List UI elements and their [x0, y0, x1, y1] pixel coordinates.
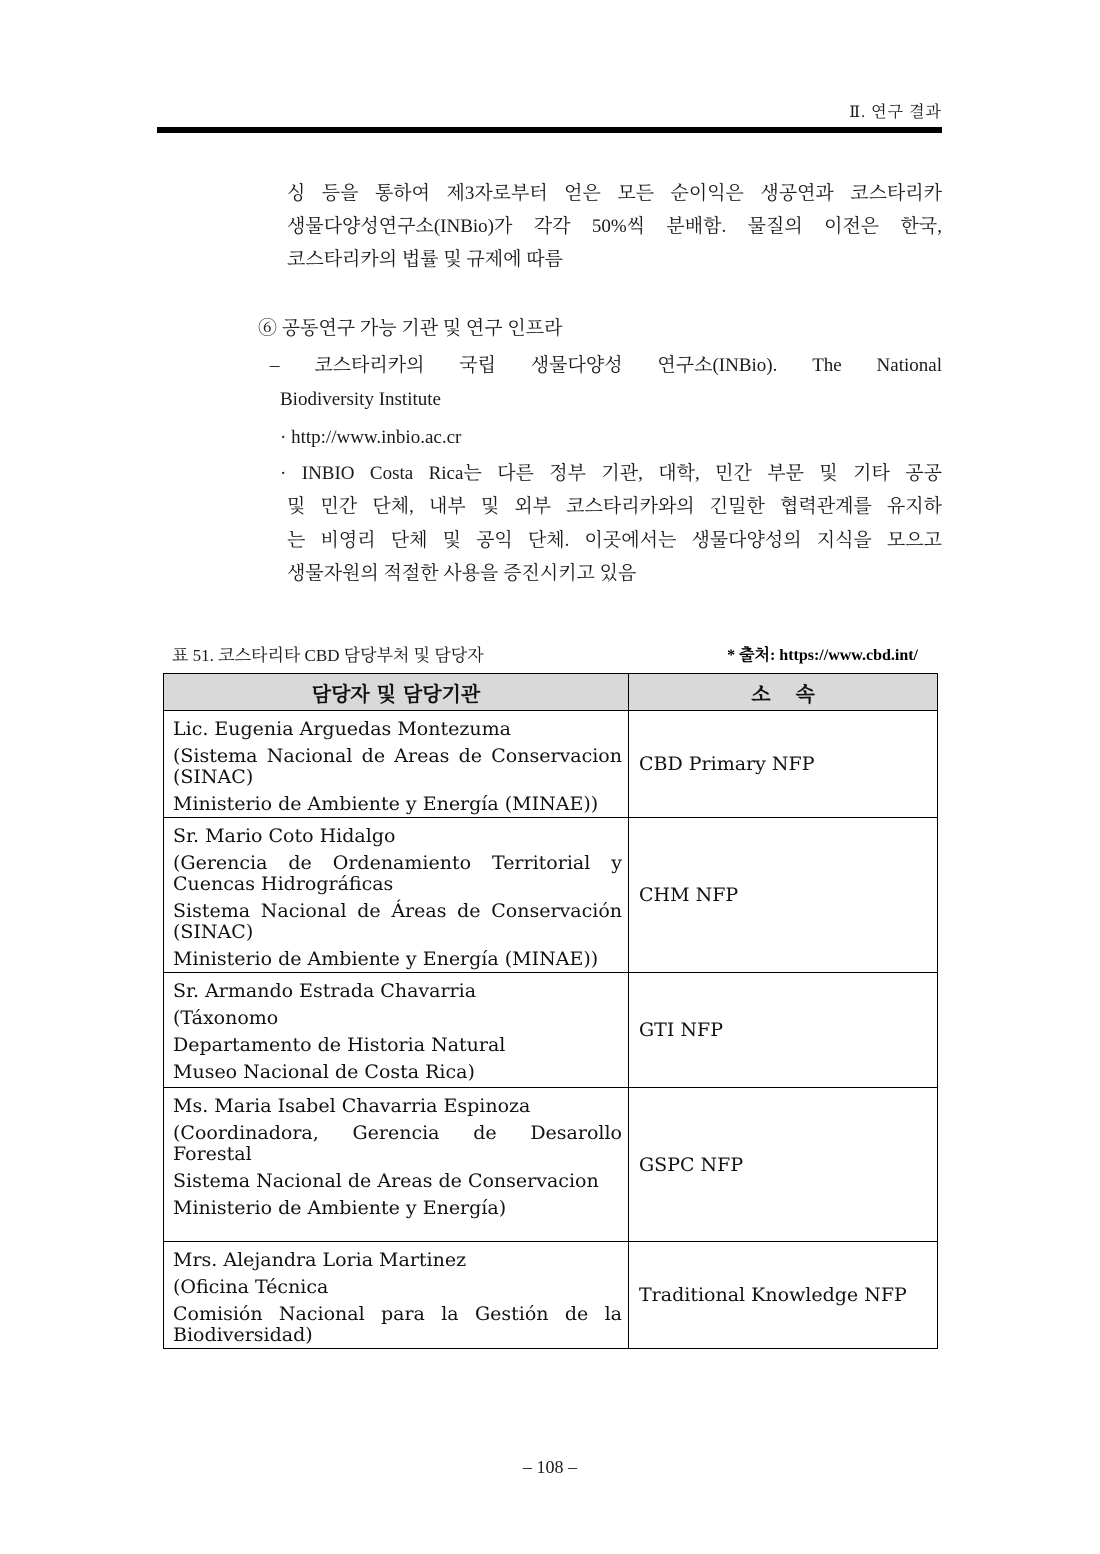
contact-line: Sistema Nacional de Areas de Conservacion	[173, 1170, 599, 1192]
contact-line: Ministerio de Ambiente y Energía (MINAE))	[173, 793, 599, 815]
text-line: Biodiversity Institute	[280, 389, 441, 410]
contact-line: (Gerencia de Ordenamiento Territorial y Cuencas Hidrográficas	[173, 852, 622, 895]
column-header-affiliation: 소 속	[629, 674, 938, 711]
contact-line: Lic. Eugenia Arguedas Montezuma	[173, 718, 511, 740]
contact-line: (Táxonomo	[173, 1007, 279, 1029]
text-line: · INBIO Costa Rica는 다른 정부 기관, 대학, 민간 부문 및 기타 공공	[280, 463, 942, 484]
description-item	[280, 457, 942, 590]
contact-line: Sr. Armando Estrada Chavarria	[173, 980, 477, 1002]
contact-line: Ms. Maria Isabel Chavarria Espinoza	[173, 1095, 531, 1117]
role-cell: CHM NFP	[629, 818, 938, 973]
url-item: · http://www.inbio.ac.cr	[280, 427, 462, 448]
contact-line: Sr. Mario Coto Hidalgo	[173, 825, 396, 847]
contact-line: Ministerio de Ambiente y Energía (MINAE))	[173, 948, 599, 970]
text-line: 생물자원의 적절한 사용을 증진시키고 있음	[287, 562, 637, 584]
running-header: Ⅱ. 연구 결과	[849, 104, 942, 121]
section-heading: ⑥ 공동연구 가능 기관 및 연구 인프라	[258, 318, 563, 339]
table-row	[164, 1242, 938, 1349]
text-line: 코스타리카의 법률 및 규제에 따름	[287, 249, 563, 270]
contacts-table	[163, 673, 938, 1349]
contact-line: Mrs. Alejandra Loria Martinez	[173, 1249, 467, 1271]
contact-line: Ministerio de Ambiente y Energía)	[173, 1197, 507, 1219]
paragraph-profit-sharing	[287, 177, 942, 276]
role-cell: Traditional Knowledge NFP	[629, 1242, 938, 1349]
table-row	[164, 818, 938, 973]
contact-cell	[164, 1088, 629, 1242]
contact-line: (Coordinadora, Gerencia de Desarollo Forestal	[173, 1122, 622, 1165]
role-cell: CBD Primary NFP	[629, 711, 938, 818]
table-header-row	[164, 674, 938, 711]
table-row	[164, 973, 938, 1088]
column-header-contact: 담당자 및 담당기관	[164, 674, 629, 711]
table-row	[164, 1088, 938, 1242]
contact-line: Comisión Nacional para la Gestión de la Biodiversidad)	[173, 1303, 622, 1346]
header-rule	[157, 127, 942, 133]
text-line: – 코스타리카의 국립 생물다양성 연구소(INBio). The National	[270, 355, 942, 376]
contact-line: (Oficina Técnica	[173, 1276, 329, 1298]
institution-item	[270, 349, 942, 417]
contact-cell	[164, 1242, 629, 1349]
contact-line: Departamento de Historia Natural	[173, 1034, 506, 1056]
contact-cell	[164, 973, 629, 1088]
contact-line: Sistema Nacional de Áreas de Conservación (SINAC)	[173, 900, 622, 943]
text-line: 는 비영리 단체 및 공익 단체. 이곳에서는 생물다양성의 지식을 모으고	[287, 529, 942, 551]
page-number: – 108 –	[523, 1457, 577, 1477]
text-line: 및 민간 단체, 내부 및 외부 코스타리카와의 긴밀한 협력관계를 유지하	[287, 496, 942, 518]
text-line: 생물다양성연구소(INBio)가 각각 50%씩 분배함. 물질의 이전은 한국,	[287, 216, 942, 237]
contact-cell	[164, 711, 629, 818]
role-cell: GTI NFP	[629, 973, 938, 1088]
table-caption: 표 51. 코스타리타 CBD 담당부처 및 담당자	[172, 646, 484, 665]
table-row	[164, 711, 938, 818]
contact-cell	[164, 818, 629, 973]
contact-line: (Sistema Nacional de Areas de Conservacion (SINAC)	[173, 745, 622, 788]
role-cell: GSPC NFP	[629, 1088, 938, 1242]
table-source: * 출처: https://www.cbd.int/	[727, 647, 918, 664]
contact-line: Museo Nacional de Costa Rica)	[173, 1061, 475, 1083]
text-line: 싱 등을 통하여 제3자로부터 얻은 모든 순이익은 생공연과 코스타리카	[287, 183, 942, 204]
